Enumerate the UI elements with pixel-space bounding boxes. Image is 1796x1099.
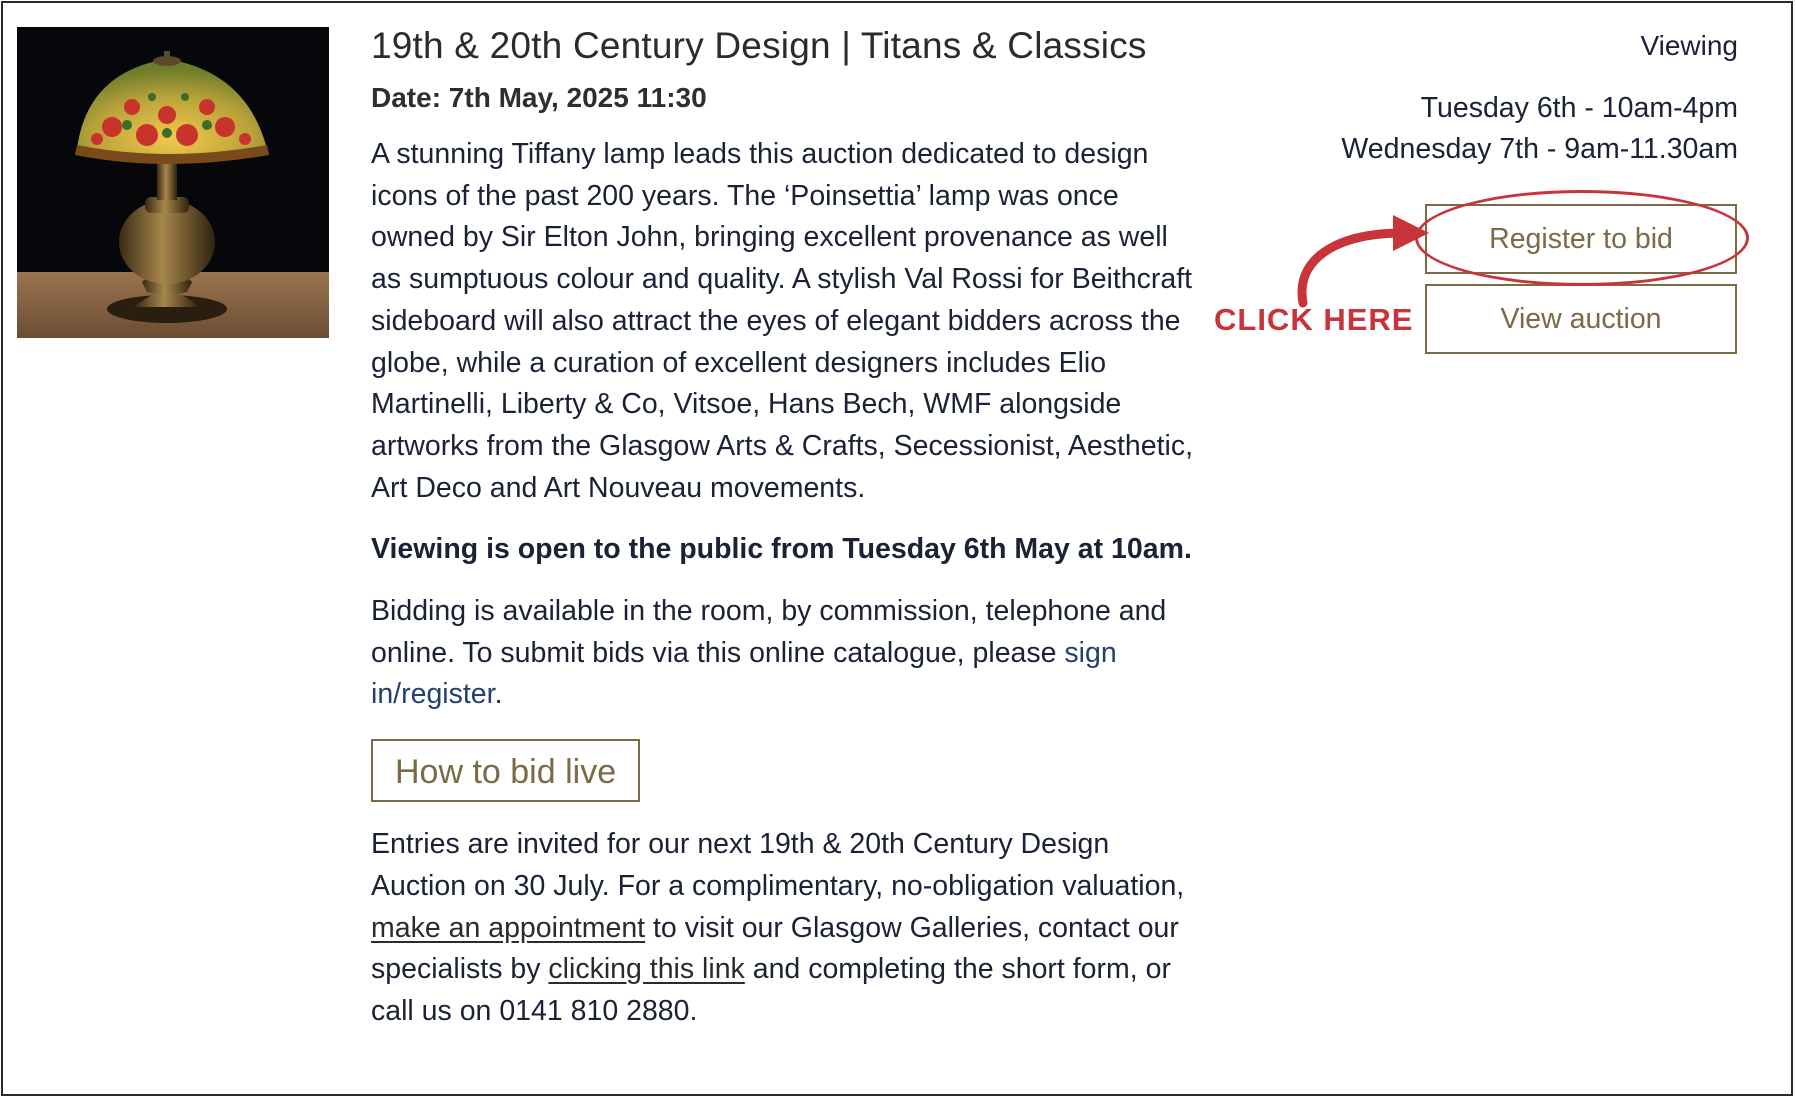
register-to-bid-button[interactable]: Register to bid	[1425, 204, 1737, 274]
entries-text-2: to visit our Glasgow Galleries, contact our specialists by	[371, 911, 1179, 986]
bidding-text: Bidding is available in the room, by commission, telephone and online. To submit bids via this online catalogue, please	[371, 595, 1167, 669]
auction-date: Date: 7th May, 2025 11:30	[371, 82, 707, 113]
tiffany-lamp-icon	[17, 27, 329, 338]
viewing-notice: Viewing is open to the public from Tuesday 6th May at 10am.	[371, 533, 1192, 566]
auction-thumbnail[interactable]	[17, 27, 329, 338]
auction-details	[371, 22, 1201, 1033]
bidding-end: .	[494, 678, 503, 711]
clicking-this-link[interactable]: clicking this link	[548, 953, 745, 986]
viewing-label: Viewing	[1640, 30, 1738, 61]
view-auction-button[interactable]: View auction	[1425, 284, 1737, 354]
viewing-time-tuesday: Tuesday 6th - 10am-4pm	[1420, 92, 1738, 124]
entries-text-1: Entries are invited for our next 19th & 20th Century Design Auction on 30 July. For a complimentary, no-obligation valuation,	[371, 828, 1185, 902]
make-appointment-link[interactable]: make an appointment	[371, 911, 646, 944]
bidding-info	[371, 591, 1201, 716]
auction-title[interactable]: 19th & 20th Century Design | Titans & Classics	[371, 25, 1147, 66]
sign-in-register-link[interactable]: sign in/register	[371, 636, 1117, 711]
click-here-annotation: CLICK HERE	[1214, 302, 1414, 337]
how-to-bid-live-button[interactable]: How to bid live	[371, 739, 640, 802]
auction-description: A stunning Tiffany lamp leads this auction dedicated to design icons of the past 200 years. The ‘Poinsettia’ lamp was once owned by Sir Elton John, bringing excellent provenance as well as sumptuous colour and quality. A stylish Val Rossi for Beithcraft sideboard will also attract the eyes of elegant bidders across the globe, while a curation of excellent designers includes Elio Martinelli, Liberty & Co, Vitsoe, Hans Bech, WMF alongside artworks from the Glasgow Arts & Crafts, Secessionist, Aesthetic, Art Deco and Art Nouveau movements.	[371, 138, 1194, 504]
entries-text-3: and completing the short form, or call us on 0141 810 2880.	[371, 953, 1171, 1027]
curved-arrow-icon	[1285, 205, 1435, 310]
entries-info	[371, 824, 1201, 1033]
viewing-time-wednesday: Wednesday 7th - 9am-11.30am	[1341, 133, 1738, 165]
